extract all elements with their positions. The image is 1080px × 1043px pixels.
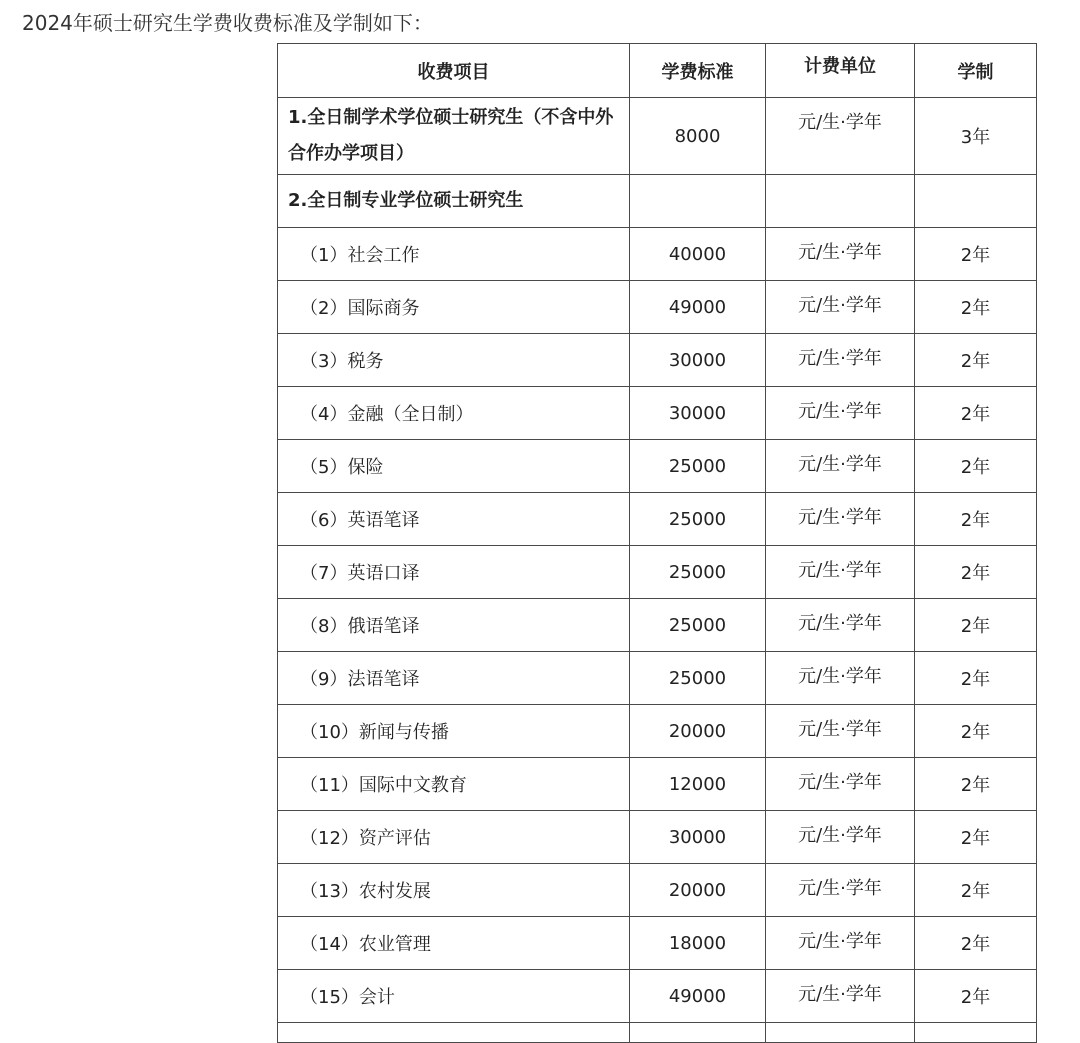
table-row-partial: [278, 1023, 1037, 1043]
cell-partial: [630, 1023, 766, 1043]
cell-duration: 2年: [915, 599, 1037, 652]
cell-item: （11）国际中文教育: [278, 758, 630, 811]
table-row: [278, 440, 1037, 493]
header-fee: 学费标准: [630, 44, 766, 98]
cell-duration: 2年: [915, 652, 1037, 705]
cell-duration: 2年: [915, 440, 1037, 493]
cell-unit: 元/生·学年: [766, 652, 915, 705]
cell-duration: 3年: [915, 98, 1037, 175]
table-row: [278, 599, 1037, 652]
cell-unit: 元/生·学年: [766, 334, 915, 387]
cell-item: （9）法语笔译: [278, 652, 630, 705]
cell-unit: 元/生·学年: [766, 917, 915, 970]
cell-unit: 元/生·学年: [766, 440, 915, 493]
cell-item: （1）社会工作: [278, 228, 630, 281]
cell-fee: 20000: [630, 864, 766, 917]
cell-item: （7）英语口译: [278, 546, 630, 599]
table-row: [278, 917, 1037, 970]
cell-item: （13）农村发展: [278, 864, 630, 917]
header-unit: 计费单位: [766, 44, 915, 98]
cell-unit: 元/生·学年: [766, 811, 915, 864]
table-row: [278, 758, 1037, 811]
cell-item: （6）英语笔译: [278, 493, 630, 546]
cell-unit: 元/生·学年: [766, 546, 915, 599]
cell-partial: [915, 1023, 1037, 1043]
cell-duration: 2年: [915, 387, 1037, 440]
cell-unit: 元/生·学年: [766, 599, 915, 652]
cell-fee: 49000: [630, 970, 766, 1023]
cell-fee-empty: [630, 175, 766, 228]
cell-duration: 2年: [915, 705, 1037, 758]
cell-fee: 30000: [630, 811, 766, 864]
cell-duration: 2年: [915, 758, 1037, 811]
cell-fee: 20000: [630, 705, 766, 758]
tuition-table: [277, 43, 1037, 1043]
cell-duration: 2年: [915, 917, 1037, 970]
cell-duration: 2年: [915, 864, 1037, 917]
cell-item: （15）会计: [278, 970, 630, 1023]
cell-fee: 18000: [630, 917, 766, 970]
cell-partial: [278, 1023, 630, 1043]
cell-unit: 元/生·学年: [766, 228, 915, 281]
cell-item: （10）新闻与传播: [278, 705, 630, 758]
table-row: [278, 228, 1037, 281]
cell-item: 2.全日制专业学位硕士研究生: [278, 175, 630, 228]
cell-item: （2）国际商务: [278, 281, 630, 334]
cell-item: （5）保险: [278, 440, 630, 493]
cell-duration: 2年: [915, 811, 1037, 864]
table-row: [278, 811, 1037, 864]
cell-item: 1.全日制学术学位硕士研究生（不含中外合作办学项目）: [278, 98, 630, 175]
header-item: 收费项目: [278, 44, 630, 98]
cell-item: （8）俄语笔译: [278, 599, 630, 652]
cell-item: （12）资产评估: [278, 811, 630, 864]
cell-item: （3）税务: [278, 334, 630, 387]
cell-fee: 30000: [630, 387, 766, 440]
table-row: [278, 493, 1037, 546]
table-row: [278, 387, 1037, 440]
cell-unit: 元/生·学年: [766, 387, 915, 440]
cell-fee: 25000: [630, 652, 766, 705]
intro-text: 2024年硕士研究生学费收费标准及学制如下：: [22, 11, 433, 35]
cell-fee: 25000: [630, 546, 766, 599]
cell-fee: 8000: [630, 98, 766, 175]
cell-fee: 40000: [630, 228, 766, 281]
cell-partial: [766, 1023, 915, 1043]
cell-duration: 2年: [915, 970, 1037, 1023]
cell-item: （4）金融（全日制）: [278, 387, 630, 440]
cell-duration-empty: [915, 175, 1037, 228]
cell-duration: 2年: [915, 493, 1037, 546]
table-row: [278, 281, 1037, 334]
table-row: [278, 546, 1037, 599]
table-row-academic: [278, 98, 1037, 175]
table-row: [278, 334, 1037, 387]
cell-duration: 2年: [915, 334, 1037, 387]
cell-unit: 元/生·学年: [766, 758, 915, 811]
cell-unit: 元/生·学年: [766, 493, 915, 546]
cell-unit: 元/生·学年: [766, 970, 915, 1023]
header-duration: 学制: [915, 44, 1037, 98]
cell-fee: 25000: [630, 493, 766, 546]
table-header-row: [278, 44, 1037, 98]
cell-fee: 25000: [630, 599, 766, 652]
cell-unit: 元/生·学年: [766, 705, 915, 758]
cell-unit: 元/生·学年: [766, 98, 915, 175]
cell-unit: 元/生·学年: [766, 281, 915, 334]
cell-fee: 30000: [630, 334, 766, 387]
cell-duration: 2年: [915, 281, 1037, 334]
table-row: [278, 864, 1037, 917]
cell-item: （14）农业管理: [278, 917, 630, 970]
cell-duration: 2年: [915, 228, 1037, 281]
table-row: [278, 705, 1037, 758]
table-row: [278, 652, 1037, 705]
cell-fee: 49000: [630, 281, 766, 334]
cell-unit: 元/生·学年: [766, 864, 915, 917]
table-row-professional-group: [278, 175, 1037, 228]
cell-unit-empty: [766, 175, 915, 228]
cell-fee: 25000: [630, 440, 766, 493]
cell-duration: 2年: [915, 546, 1037, 599]
table-row: [278, 970, 1037, 1023]
cell-fee: 12000: [630, 758, 766, 811]
